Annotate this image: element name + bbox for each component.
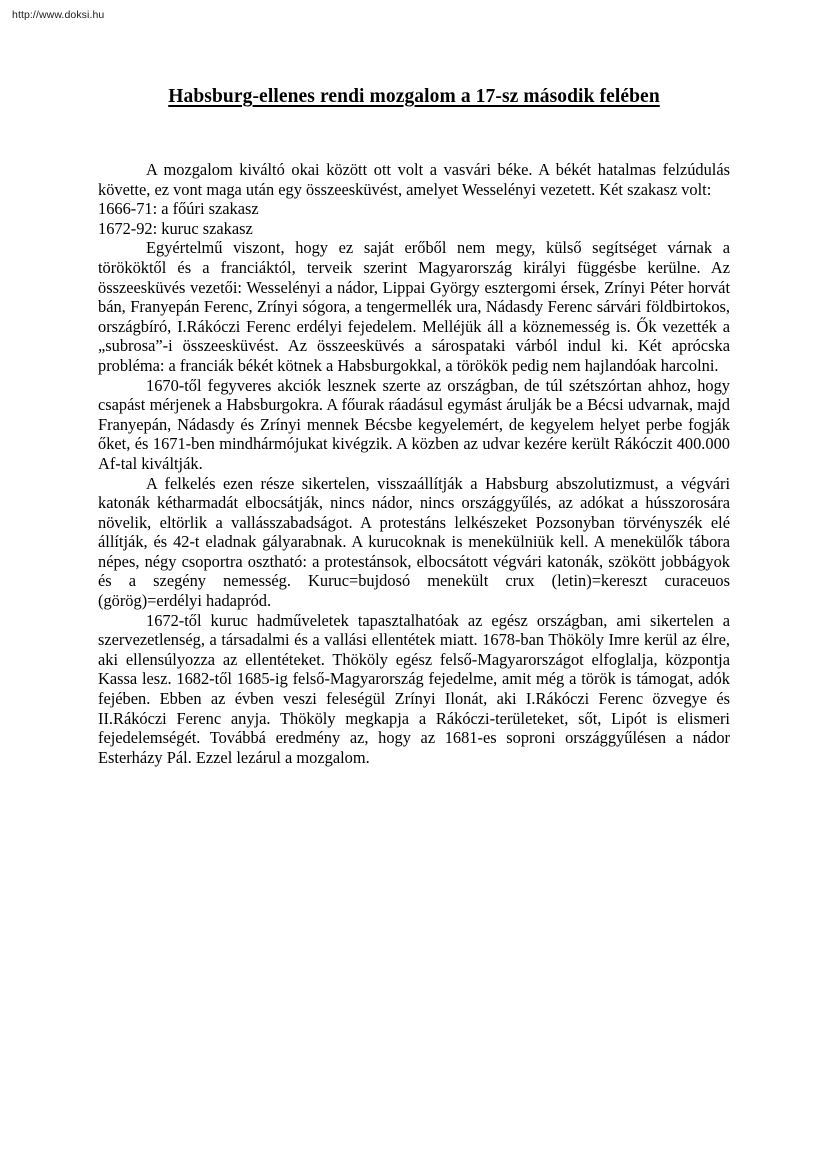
page-title: Habsburg-ellenes rendi mozgalom a 17-sz második felében (168, 86, 660, 107)
source-site-url: http://www.doksi.hu (12, 9, 105, 21)
paragraph-intro: A mozgalom kiváltó okai között ott volt a vasvári béke. A békét hatalmas felzúdulás követte, ez vont maga után egy összeesküvést, amelyet Wesselényi vezetett. Két szakasz volt: (98, 160, 730, 199)
document-body (98, 160, 730, 767)
paragraph-armed-actions: 1670-től fegyveres akciók lesznek szerte az országban, de túl szétszórtan ahhoz, hogy csapást mérjenek a Habsburgokra. A főurak ráadásul egymást árulják be a Bécsi udvarnak, majd Franyepán, Nádasdy és Zrínyi mennek Bécsbe kegyelemért, de kegyelem helyet perbe fogják őket, és 1671-ben mindhármójukat kivégzik. A közben az udvar kezére került Rákóczit 400.000 Af-tal kiváltják. (98, 375, 730, 473)
document-content (98, 84, 730, 767)
phase-line-second: 1672-92: kuruc szakasz (98, 218, 253, 238)
paragraph-thokoly: 1672-től kuruc hadműveletek tapasztalhatóak az egész országban, ami sikertelen a szervezetlenség, a társadalmi és a vallási ellentétek miatt. 1678-ban Thököly Imre kerül az élre, aki ellensúlyozza az ellentéteket. Thököly egész felső-Magyarországot elfoglalja, központja Kassa lesz. 1682-től 1685-ig felső-Magyarország fejedelme, amit még a török is támogat, adók fejében. Ebben az évben veszi feleségül Zrínyi Ilonát, aki I.Rákóczi Ferenc özvegye és II.Rákóczi Ferenc anyja. Thököly megkapja a Rákóczi-területeket, sőt, Lipót is elismeri fejedelemségét. Továbbá eredmény az, hogy az 1681-es soproni országgyűlésen a nádor Esterházy Pál. Ezzel lezárul a mozgalom. (98, 610, 730, 767)
paragraph-failed-uprising: A felkelés ezen része sikertelen, visszaállítják a Habsburg abszolutizmust, a végvári katonák kétharmadát elbocsátják, nincs nádor, nincs országgyűlés, az adókat a hússzorosára növelik, eltörlik a vallásszabadságot. A protestáns lelkészeket Pozsonyban törvényszék elé állítják, és 42-t eladnak gályarabnak. A kurucoknak is menekülniük kell. A menekülők tábora népes, négy csoportra osztható: a protestánsok, elbocsátott végvári katonák, szökött jobbágyok és a szegény nemesség. Kuruc=bujdosó menekült crux (letin)=kereszt curaceuos (görög)=erdélyi hadapród. (98, 473, 730, 611)
paragraph-conspiracy-leaders: Egyértelmű viszont, hogy ez saját erőből nem megy, külső segítséget várnak a törököktől és a franciáktól, terveik szerint Magyarország királyi függésbe kerülne. Az összeesküvés vezetői: Wesselényi a nádor, Lippai György esztergomi érsek, Zrínyi Péter horvát bán, Franyepán Ferenc, Zrínyi sógora, a tengermellék ura, Nádasdy Ferenc sárvári földbirtokos, országbíró, I.Rákóczi Ferenc erdélyi fejedelem. Melléjük áll a köznemesség is. Ők vezették a „subrosa”-i összeesküvést. Az összeesküvés a sárospataki várból indul ki. Két aprócska probléma: a franciák békét kötnek a Habsburgokkal, a törökök pedig nem hajlandóak harcolni. (98, 238, 730, 375)
phase-line-first: 1666-71: a főúri szakasz (98, 199, 259, 219)
